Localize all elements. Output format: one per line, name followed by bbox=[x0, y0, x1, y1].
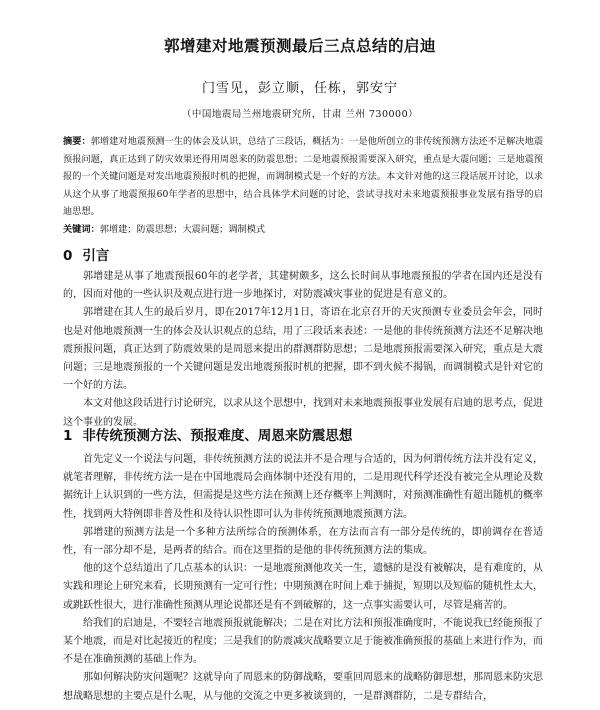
paragraph: 本文对他这段话进行讨论研究，以求从这个思想中，找到对未来地震预报事业发展有启迪的思考点，促进这个事业的发展。 bbox=[63, 398, 543, 428]
section-title: 引言 bbox=[82, 248, 110, 264]
author-list: 门雪见，彭立顺，任栋，郭安宁 bbox=[201, 81, 398, 96]
paragraph: 给我们的启迪是，不要轻言地震预报就能解决；二是在对比方法和预报准确度时，不能说我已经能预报了某个地震，而是对比起接近的程度；三是我们的防震减灾战略要立足于能被准确预报的基础上来进行作为，而不是在准确预测的基础上作为。 bbox=[63, 617, 543, 666]
paragraph: 他的这个总结道出了几点基本的认识：一是地震预测他攻关一生，遗憾的是没有被解决，是有难度的，从实践和理论上研究来看，长期预测有一定可行性；中期预测在时间上难于捕捉，短期以及短临的随机性太大，或跳跃性很大，进行准确性预测从理论说都还是有不到破解的，这一点事实需要认可，尽管是痛苦的。 bbox=[63, 563, 543, 611]
paragraph: 郭增建是从事了地震预报60年的老学者，其建树颇多，这么长时间从事地震预报的学者在国内还是没有的，因而对他的一些认识及观点进行进一步地探讨，对防震减灾事业的促进是有意义的。 bbox=[63, 271, 543, 301]
affiliation: （中国地震局兰州地震研究所，甘肃 兰州 730000） bbox=[181, 109, 419, 120]
paragraph: 那如何解决防灾问题呢？这就导向了周恩来的防御战略，要重回周恩来的战略防御思想，那周恩来防灾思想战略思想的主要点是什么呢，从与他的交流之中更多被谈到的，一是群测群防，二是专群结合， bbox=[63, 672, 543, 702]
paragraph: 首先定义一个说法与问题，非传统预测方法的说法并不是合理与合适的，因为何谓传统方法并没有定义，就笔者理解，非传统方法一是在中国地震局会商体制中还没有用的，二是用现代科学还没有被完全从理论及数据统计上认识到的一些方法，但需提是这些方法在预测上还存概率上判测时，对预测准确性有超出随机的概率性，找到两大特例即非普及性和及待认识性即可认为非传统预测地震预测方法。 bbox=[63, 454, 543, 520]
paragraph: 郭增建的预测方法是一个多种方法所综合的预测体系，在方法而言有一部分是传统的，即前调存在普适性，有一部分却不是，是两者的结合。而在这里指的是他的非传统预测方法的集成。 bbox=[63, 526, 543, 557]
keywords-label: 关键词： bbox=[63, 223, 100, 235]
section-number: 0 bbox=[63, 248, 73, 264]
section-body-1 bbox=[63, 451, 543, 706]
section-heading-intro bbox=[63, 244, 109, 264]
section-heading-1 bbox=[63, 424, 352, 444]
section-title: 非传统预测方法、预报难度、周恩来防震思想 bbox=[82, 428, 353, 444]
keywords-text: 郭增建；防震思想；大震问题；调制模式 bbox=[99, 223, 266, 235]
abstract-block bbox=[63, 133, 543, 238]
paper-title: 郭增建对地震预测最后三点总结的启迪 bbox=[163, 37, 436, 55]
section-body-intro bbox=[63, 268, 543, 432]
abstract-label: 摘要： bbox=[63, 136, 91, 147]
abstract-text: 郭增建对地震预测一生的体会及认识，总结了三段话，概括为：一是他所创立的非传统预测方法还不足解决地震预报问题，真正达到了防灾效果还得用周恩来的防震思想；二是地震预报需要深入研究，重点是大震问题；三是地震预报的一个关键问题是对发出地震预报时机的把握，而调制模式是一个好的方法。本文针对他的这三段话展开讨论，以求从这个从事了地震预报60年学者的思想中，结合具体学术问题的讨论，尝试寻找对未来地震预报事业发展有指导的启迪思想。 bbox=[63, 136, 544, 217]
paragraph: 郭增建在其人生的最后岁月，即在2017年12月1日，寄语在北京召开的天灾预测专业委员会年会，同时也是对他地震预测一生的体会及认识观点的总结，用了三段话来表述：一是他的非传统预测方法还不足解决地震预报问题，真正达到了防震效果的是周恩来提出的群测群防思想；二是地震预报需要深入研究，重点是大震问题；三是地震预报的一个关键问题是发出地震预报时机的把握，即不到火候不揭锅，而调制模式是针对它的一个好的方法。 bbox=[63, 307, 543, 392]
section-number: 1 bbox=[63, 428, 73, 444]
